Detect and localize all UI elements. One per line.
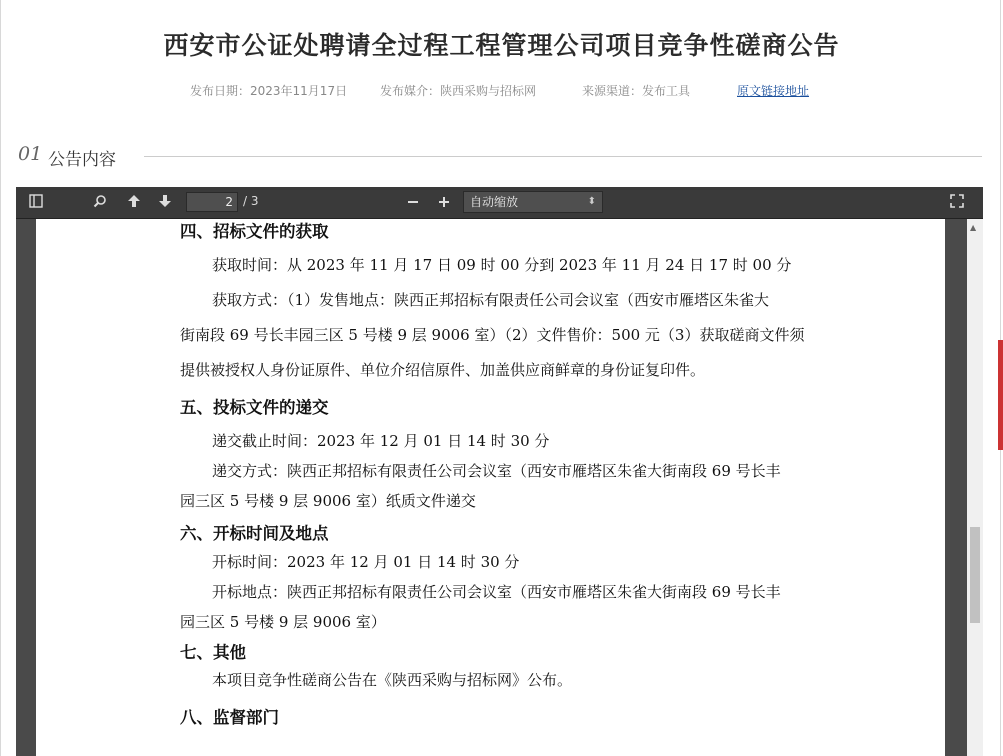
- original-link[interactable]: 原文链接地址: [737, 84, 810, 98]
- page-count: / 3: [243, 194, 259, 208]
- scrollbar-thumb[interactable]: [970, 527, 980, 623]
- source-channel: 来源渠道：发布工具: [582, 84, 691, 98]
- arrow-down-icon[interactable]: [153, 191, 177, 215]
- doc-line: 开标地点：陕西正邦招标有限责任公司会议室（西安市雁塔区朱雀大街南段 69 号长丰: [212, 583, 781, 601]
- fullscreen-icon[interactable]: [945, 191, 969, 215]
- arrow-up-icon[interactable]: [122, 191, 146, 215]
- section-label: 公告内容: [48, 150, 116, 170]
- doc-line: 街南段 69 号长丰园三区 5 号楼 9 层 9006 室）（2）文件售价：500 元（3）获取磋商文件须: [180, 326, 805, 344]
- pdf-viewer: [16, 187, 983, 756]
- zoom-in-icon[interactable]: [432, 191, 456, 215]
- doc-line: 园三区 5 号楼 9 层 9006 室）纸质文件递交: [180, 492, 476, 510]
- article-title: 西安市公证处聘请全过程工程管理公司项目竞争性磋商公告: [163, 31, 840, 60]
- search-icon[interactable]: [88, 191, 112, 215]
- page-number-input[interactable]: 2: [186, 192, 238, 212]
- doc-heading: 五、投标文件的递交: [180, 398, 329, 417]
- doc-line: 园三区 5 号楼 9 层 9006 室）: [180, 613, 386, 631]
- section-divider: [144, 156, 982, 157]
- doc-line: 获取方式：（1）发售地点：陕西正邦招标有限责任公司会议室（西安市雁塔区朱雀大: [212, 291, 770, 309]
- doc-heading: 八、监督部门: [180, 708, 279, 727]
- select-arrows-icon: ⬍: [587, 196, 596, 207]
- doc-heading: 四、招标文件的获取: [180, 222, 329, 241]
- doc-line: 获取时间：从 2023 年 11 月 17 日 09 时 00 分到 2023 年 11 月 24 日 17 时 00 分: [212, 256, 792, 274]
- doc-line: 递交截止时间：2023 年 12 月 01 日 14 时 30 分: [212, 432, 550, 450]
- publish-date: 发布日期：2023年11月17日: [190, 84, 348, 98]
- zoom-select-value: 自动缩放: [470, 195, 519, 209]
- section-number: 01: [18, 143, 43, 165]
- doc-line: 本项目竞争性磋商公告在《陕西采购与招标网》公布。: [212, 671, 573, 689]
- doc-line: 递交方式：陕西正邦招标有限责任公司会议室（西安市雁塔区朱雀大街南段 69 号长丰: [212, 462, 781, 480]
- doc-heading: 六、开标时间及地点: [180, 524, 329, 543]
- zoom-select[interactable]: [463, 191, 603, 213]
- sidebar-toggle-icon[interactable]: [24, 191, 48, 215]
- side-ad-fragment: [998, 340, 1003, 450]
- doc-heading: 七、其他: [180, 643, 246, 662]
- doc-line: 提供被授权人身份证原件、单位介绍信原件、加盖供应商鲜章的身份证复印件。: [180, 361, 706, 379]
- pdf-toolbar: [16, 187, 983, 219]
- publish-media: 发布媒介：陕西采购与招标网: [380, 84, 537, 98]
- zoom-out-icon[interactable]: [401, 191, 425, 215]
- scrollbar[interactable]: [967, 219, 983, 756]
- pdf-page: [36, 219, 945, 756]
- section-header: [18, 143, 982, 169]
- doc-line: 开标时间：2023 年 12 月 01 日 14 时 30 分: [212, 553, 520, 571]
- scroll-up-arrow-icon[interactable]: ▲: [970, 223, 977, 232]
